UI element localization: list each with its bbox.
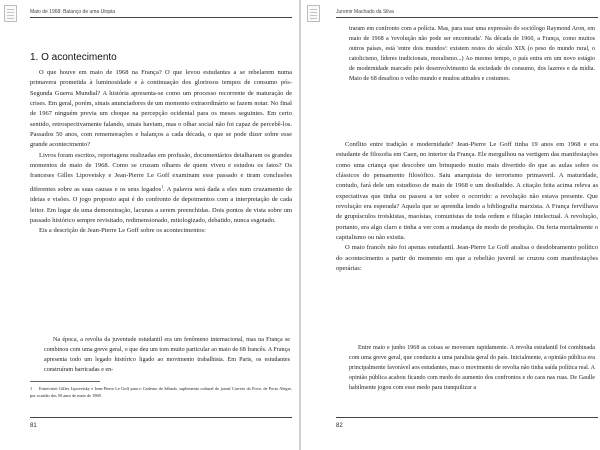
right-page [301, 0, 600, 450]
block-quote [44, 336, 290, 376]
footnote-ref: 1 [161, 183, 164, 189]
paragraph: O que houve em maio de 1968 na França? O que levou estudantes a se rebelarem numa primavera prometida à luminosidade e à continuação dos gloriosos tempos de consumo pós-Segunda Guerra Mundial? A história apresenta-se como um processo recorrente de maturação de crises. Em geral, porém, sinais anunciadores de um momento extraordinário se fazem notar. No final de 1967 ninguém previa um choque na percepção ocidental para os meses seguintes. Em certo sentido, retrospectivamente falando, sinais haviam, mas o olhar social não foi capaz de percebê-los. Passados 50 anos, com rememorações e balanços a cada década, o que se pode dizer sobre esse grande acontecimento? [30, 69, 292, 149]
left-page [0, 0, 299, 450]
footer-rule [30, 417, 292, 418]
document-page-icon [4, 5, 17, 22]
paragraph-text-cont: . A palavra será dada a eles num cruzamento de ideias e visões. O jogo proposto aqui é do confronto de depoimentos com a interpretação de cada leitor. Em lugar de uma demonstração, lacunas a serem preenchidas. Dois pontos de vista sobre um passado histórico sempre revisitado, redimensionado, mitologizado, debatido, nunca esgotado. [30, 185, 292, 224]
page-number: 81 [30, 423, 37, 429]
paragraph [30, 151, 292, 227]
paragraph: O maio francês não foi apenas estudantil. Jean-Pierre Le Goff analisa o desdobramento político do acontecimento a partir do momento em que a rebelião juvenil se cruzou com manifestações operárias: [336, 244, 598, 273]
body-text [336, 140, 598, 274]
footer-rule [336, 417, 598, 418]
block-quote-cont [349, 25, 595, 84]
header-rule [336, 17, 598, 18]
header-rule [30, 17, 292, 18]
page-number: 82 [336, 423, 343, 429]
section-title: 1. O acontecimento [30, 52, 117, 63]
paragraph: Conflito entre tradição e modernidade? Jean-Pierre Le Goff tinha 19 anos em 1968 e era estudante de filosofia em Caen, no interior da França. Ele mergulhou na vertigem das manifestações como uma criança que descobre um brinquedo muito mais divertido do que as aulas sobre os clássicos do pensamento filosófico. Saiu anarquista do terrorismo primaveril. A maturidade, contudo, fará dele um estudioso de maio de 1968 e um desiludido. A citação feita acima releva as expectativas que tinha ou passou a ter sobre o ocorrido: a revolução não estava presente. Que revolução era esperada? Aquela que se aprendia lendo a bibliografia marxista. A França fervilhava de grupúsculos trotskistas, maoístas, comunistas de toda ordem e filiação intelectual. A revolução, portanto, era algo claro e tinha a ver com a mudança de modo de produção. Ou feria mortalmente o capitalismo ou não existia. [336, 141, 598, 242]
running-head: Maio de 1968: Balanço de uma Utopia [30, 9, 116, 15]
footnote-rule [30, 381, 100, 382]
document-page-icon [307, 5, 320, 22]
paragraph: Eis a descrição de Jean-Pierre Le Goff sobre os acontecimentos: [39, 227, 206, 235]
footnote-number: 1 [30, 386, 33, 391]
quote-text: Na época, a revolta da juventude estudantil era um fenômeno internacional, mas na França se combinou com uma greve geral, o que deu um tom muito particular ao maio de 68 francês. A França apresenta todo um legado histórico ligado ao movimento trabalhista. Em Paris, os estudantes construíram barricadas e en- [44, 337, 290, 373]
block-quote [349, 344, 595, 394]
body-text [30, 68, 292, 237]
running-head: Juremir Machado da Silva [336, 9, 394, 15]
quote-text: traram em confronto com a polícia. Mas, para usar uma expressão do sociólogo Raymond Aron, em maio de 1968 a 'revolução não pode ser encontrada'. Na década de 1960, a França, como muitos outros países, está 'entre dois mundos': existem restos do século XIX (o peso do mundo rural, o catolicismo, líderes tradicionais, moralismo...) Ao mesmo tempo, o país entra em um novo estágio de modernidade marcado pelo desenvolvimento da sociedade do consumo, dos lazeres e da mídia. Maio de 68 desafiou o velho mundo e mudou atitudes e costumes. [349, 26, 595, 82]
quote-text: Entre maio e junho 1968 as coisas se moveram rapidamente. A revolta estudantil foi combinada com uma greve geral, que conduziu a uma paralisia geral do país. Inicialmente, a opinião pública era principalmente favorável aos estudantes, mas o movimento de revolta não tinha saída política real. A opinião pública acabou ficando com medo do aumento dos confrontos e do caos nas ruas. De Gaulle habilmente jogou com esse medo para tranquilizar a [349, 345, 595, 391]
footnote-text: Entrevistei Gilles Lipovetsky e Jean-Pierre Le Goff para o Caderno de Sábado, suplemento cultural do jornal Correio do Povo, de Porto Alegre, por ocasião dos 50 anos de maio de 1968. [30, 386, 292, 398]
paragraph-text: Livros foram escritos, reportagens realizadas em profusão, documentários detalharam os grandes momentos de maio de 1968. Como se cruzam olhares de quem viveu e estudou os fatos? Os franceses Gilles Lipovetsky e Jean-Pierre Le Goff examinam esse passado e tiram conclusões diferentes sobre as suas causas e os seus legados [30, 151, 292, 193]
footnote [30, 386, 292, 399]
